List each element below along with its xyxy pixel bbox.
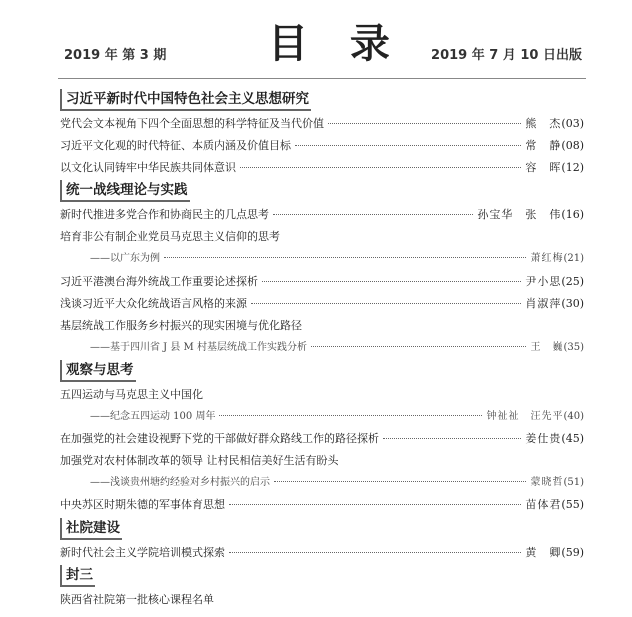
toc-entry[interactable] (60, 113, 584, 135)
toc-entry[interactable] (60, 204, 584, 226)
publication-date: 2019 年 7 月 10 日出版 (431, 48, 582, 63)
article-title-line[interactable]: 基层统战工作服务乡村振兴的现实困境与优化路径 (60, 318, 302, 332)
section-heading: 习近平新时代中国特色社会主义思想研究 (60, 89, 311, 111)
toc-subtitle-entry[interactable] (60, 248, 584, 270)
entry-title: 党代会文本视角下四个全面思想的科学特征及当代价值 (60, 117, 324, 130)
entry-author: 尹小思 (525, 274, 562, 288)
entry-title: 在加强党的社会建设视野下党的干部做好群众路线工作的路径探析 (60, 432, 379, 446)
entry-author: 常 静 (525, 139, 562, 153)
entry-title: ——浅谈贵州塘约经验对乡村振兴的启示 (90, 477, 270, 489)
entry-title: 习近平文化观的时代特征、本质内涵及价值目标 (60, 139, 291, 153)
page-title: 目 录 (268, 21, 404, 67)
entry-page-number: (30) (561, 296, 584, 310)
entry-page-number: (21) (563, 253, 584, 265)
entry-title: 习近平港澳台海外统战工作重要论述探析 (60, 274, 258, 288)
entry-page-number: (03) (561, 117, 584, 130)
entry-page-number: (35) (563, 341, 584, 353)
entry-page-number: (51) (563, 477, 584, 489)
dot-leader (328, 123, 521, 124)
toc-entry[interactable] (60, 135, 584, 157)
toc-entry[interactable] (60, 271, 584, 293)
entry-author: 肖淑萍 (525, 296, 562, 310)
entry-author: 黄 卿 (525, 545, 562, 559)
entry-author: 姜仕贵 (525, 432, 562, 446)
dot-leader (229, 504, 521, 505)
entry-author: 苗体君 (525, 498, 562, 512)
entry-author: 蒙晓哲 (530, 477, 564, 489)
toc-entry[interactable] (60, 293, 584, 315)
entry-page-number: (16) (561, 208, 584, 222)
entry-title: 中央苏区时期朱德的军事体育思想 (60, 498, 225, 512)
toc-entry[interactable] (60, 428, 584, 450)
toc-subtitle-entry[interactable] (60, 472, 584, 494)
entry-page-number: (25) (561, 274, 584, 288)
entry-author: 容 晖 (525, 161, 562, 175)
section-heading: 观察与思考 (60, 360, 136, 382)
dot-leader (164, 257, 526, 258)
article-title-line[interactable]: 加强党对农村体制改革的领导 让村民相信美好生活有盼头 (60, 454, 339, 468)
entry-page-number: (08) (561, 139, 584, 153)
entry-page-number: (45) (561, 432, 584, 446)
dot-leader (262, 281, 521, 282)
header-divider (58, 78, 586, 79)
entry-author: 萧红梅 (530, 253, 564, 265)
entry-author: 王 巍 (530, 341, 564, 353)
toc-entry[interactable] (60, 494, 584, 516)
entry-title: 新时代推进多党合作和协商民主的几点思考 (60, 208, 269, 222)
toc-subtitle-entry[interactable] (60, 406, 584, 428)
entry-page-number: (55) (561, 498, 584, 512)
entry-title: 新时代社会主义学院培训模式探索 (60, 545, 225, 559)
dot-leader (219, 415, 482, 416)
table-of-contents (60, 88, 584, 611)
section-heading: 社院建设 (60, 518, 122, 540)
page-header (0, 0, 632, 80)
article-title-line[interactable]: 培育非公有制企业党员马克思主义信仰的思考 (60, 230, 280, 244)
entry-page-number: (40) (563, 411, 584, 423)
entry-title: ——基于四川省 J 县 M 村基层统战工作实践分析 (90, 341, 307, 353)
entry-title: 浅谈习近平大众化统战语言风格的来源 (60, 296, 247, 310)
entry-title: ——以广东为例 (90, 253, 160, 265)
dot-leader (383, 438, 521, 439)
dot-leader (295, 145, 521, 146)
issue-number: 2019 年 第 3 期 (64, 48, 167, 63)
entry-title: ——纪念五四运动 100 周年 (90, 411, 216, 423)
dot-leader (311, 346, 527, 347)
dot-leader (274, 481, 526, 482)
section-heading: 统一战线理论与实践 (60, 180, 190, 202)
dot-leader (251, 303, 521, 304)
toc-subtitle-entry[interactable] (60, 337, 584, 359)
entry-author: 熊 杰 (525, 117, 562, 130)
section-heading: 封三 (60, 565, 95, 587)
article-title-line[interactable]: 陕西省社院第一批核心课程名单 (60, 592, 214, 606)
toc-entry[interactable] (60, 157, 584, 179)
entry-title: 以文化认同铸牢中华民族共同体意识 (60, 161, 236, 175)
dot-leader (240, 167, 521, 168)
entry-author: 钟祉祉 汪先平 (486, 411, 564, 423)
article-title-line[interactable]: 五四运动与马克思主义中国化 (60, 387, 203, 401)
entry-page-number: (12) (561, 161, 584, 175)
dot-leader (273, 214, 473, 215)
toc-entry[interactable] (60, 542, 584, 564)
entry-author: 孙宝华 张 伟 (477, 208, 562, 222)
dot-leader (229, 552, 521, 553)
entry-page-number: (59) (561, 545, 584, 559)
